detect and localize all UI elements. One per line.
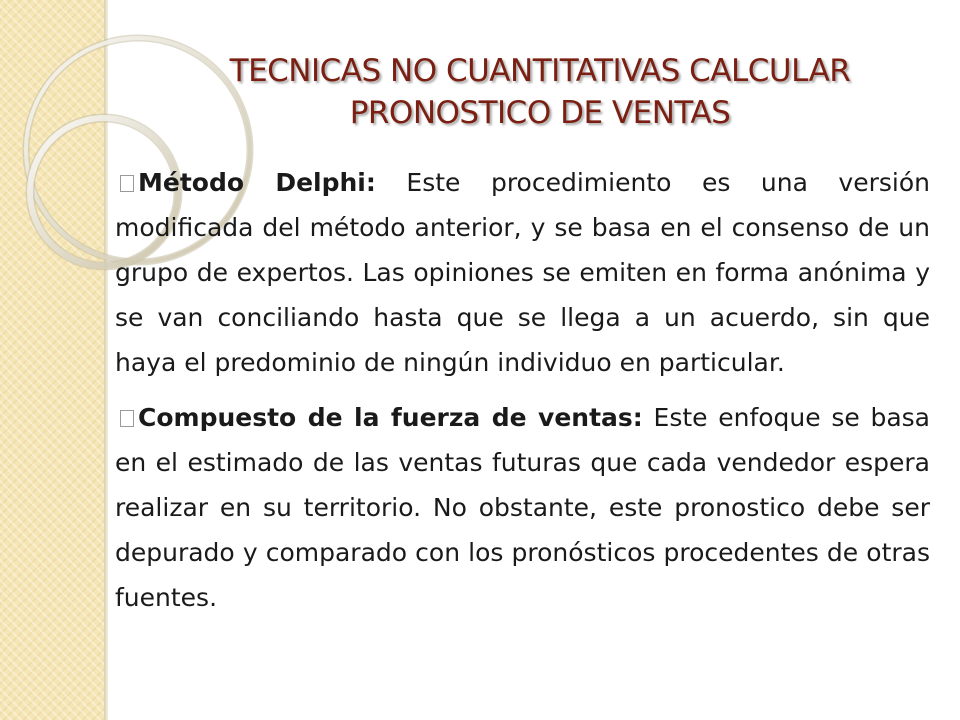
item-text: Este enfoque se basa en el estimado de las ventas futuras que cada vendedor espera realizar en su territorio. No obstante, este pronostico debe ser depurado y comparado con los pronósticos procedentes de otras fuentes. [115, 403, 930, 612]
list-item [115, 160, 930, 385]
title-line-1: TECNICAS NO CUANTITATIVAS CALCULAR [229, 53, 851, 89]
title-line-2: PRONOSTICO DE VENTAS [349, 95, 731, 131]
item-term: Método Delphi: [138, 168, 376, 197]
box-bullet-icon [120, 410, 134, 427]
slide-title [140, 50, 940, 134]
item-text: Este procedimiento es una versión modificada del método anterior, y se basa en el consenso de un grupo de expertos. Las opiniones se emiten en forma anónima y se van conciliando hasta que se llega a un acuerdo, sin que haya el predominio de ningún individuo en particular. [115, 168, 930, 377]
slide-body [115, 160, 930, 630]
item-term: Compuesto de la fuerza de ventas: [138, 403, 643, 432]
list-item [115, 395, 930, 620]
box-bullet-icon [120, 175, 134, 192]
